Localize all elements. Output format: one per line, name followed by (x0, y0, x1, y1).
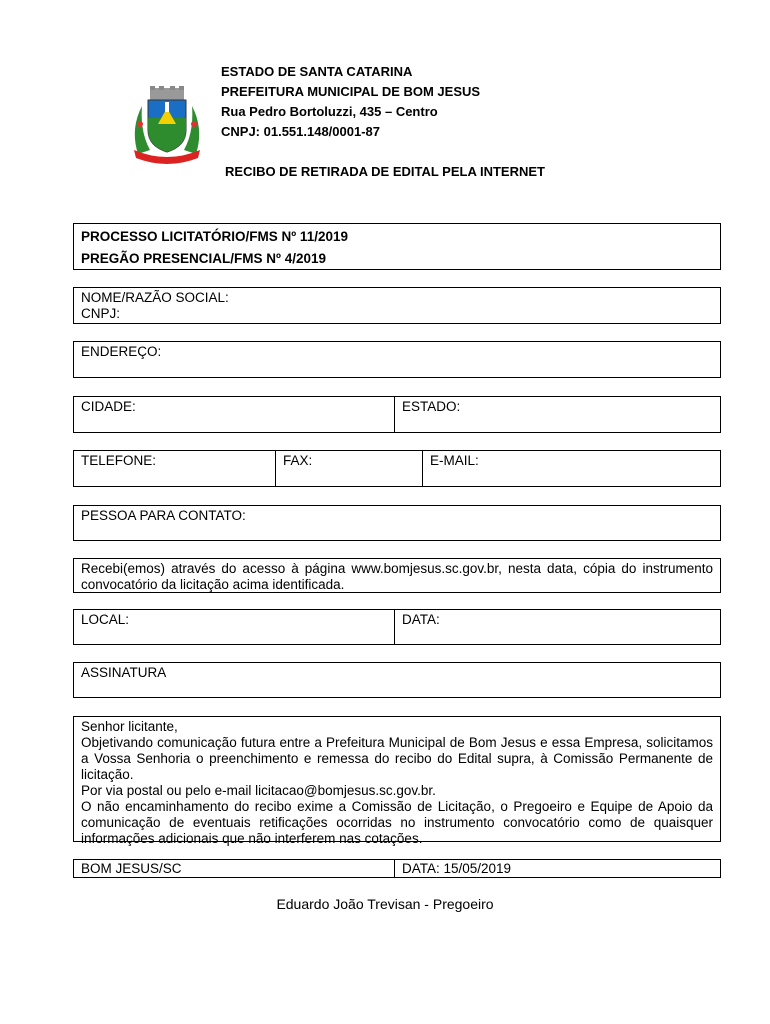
document-title: RECIBO DE RETIRADA DE EDITAL PELA INTERNET (225, 164, 545, 179)
footer-row (73, 859, 721, 878)
address-label: ENDEREÇO: (81, 344, 162, 359)
receipt-text: Recebi(emos) através do acesso à página www.bomjesus.sc.gov.br, nesta data, cópia do instrumento convocatório da licitação acima identificada. (81, 561, 713, 592)
footer-place: BOM JESUS/SC (81, 861, 182, 876)
state-field[interactable] (394, 397, 720, 432)
signature-label: ASSINATURA (81, 665, 167, 680)
header-cnpj: CNPJ: 01.551.148/0001-87 (221, 124, 381, 139)
phone-label: TELEFONE: (81, 453, 157, 468)
header-block (221, 62, 480, 142)
notice-paragraph-2: Por via postal ou pelo e-mail licitacao@bomjesus.sc.gov.br. (81, 783, 436, 798)
state-label: ESTADO: (402, 399, 461, 414)
name-label: NOME/RAZÃO SOCIAL: (81, 290, 229, 305)
date-label: DATA: (402, 612, 440, 627)
auction-number: PREGÃO PRESENCIAL/FMS Nº 4/2019 (81, 251, 326, 266)
city-label: CIDADE: (81, 399, 136, 414)
fax-field[interactable] (275, 451, 423, 486)
email-field[interactable] (422, 451, 720, 486)
notice-box (73, 716, 721, 846)
name-cnpj-box[interactable] (73, 287, 721, 324)
contact-label: PESSOA PARA CONTATO: (81, 508, 246, 523)
signature-field[interactable] (73, 662, 721, 698)
city-state-row (73, 396, 721, 433)
date-field[interactable] (394, 610, 720, 644)
local-date-row (73, 609, 721, 645)
footer-date: DATA: 15/05/2019 (394, 860, 720, 877)
header-state: ESTADO DE SANTA CATARINA (221, 64, 413, 79)
cnpj-label: CNPJ: (81, 306, 121, 321)
municipal-crest (128, 84, 206, 164)
notice-greeting: Senhor licitante, (81, 719, 178, 734)
process-box (73, 223, 721, 270)
email-label: E-MAIL: (430, 453, 479, 468)
header-address: Rua Pedro Bortoluzzi, 435 – Centro (221, 104, 438, 119)
local-label: LOCAL: (81, 612, 130, 627)
contact-row (73, 450, 721, 487)
header-prefecture: PREFEITURA MUNICIPAL DE BOM JESUS (221, 84, 481, 99)
fax-label: FAX: (283, 453, 313, 468)
address-field[interactable] (73, 341, 721, 378)
process-number: PROCESSO LICITATÓRIO/FMS Nº 11/2019 (81, 229, 348, 244)
contact-person-field[interactable] (73, 505, 721, 541)
receipt-statement-box (73, 558, 721, 593)
signer-name: Eduardo João Trevisan - Pregoeiro (276, 896, 494, 912)
notice-paragraph-1: Objetivando comunicação futura entre a Prefeitura Municipal de Bom Jesus e essa Empresa, solicitamos a Vossa Senhoria o preenchimento e remessa do recibo do Edital supra, à Comissão Permanente de licitação. (81, 735, 713, 782)
notice-paragraph-3: O não encaminhamento do recibo exime a Comissão de Licitação, o Pregoeiro e Equipe de Apoio da comunicação de eventuais retificações ocorridas no instrumento convocatório como de quaisquer informações adicionais que não interferem nas cotações. (81, 799, 713, 846)
